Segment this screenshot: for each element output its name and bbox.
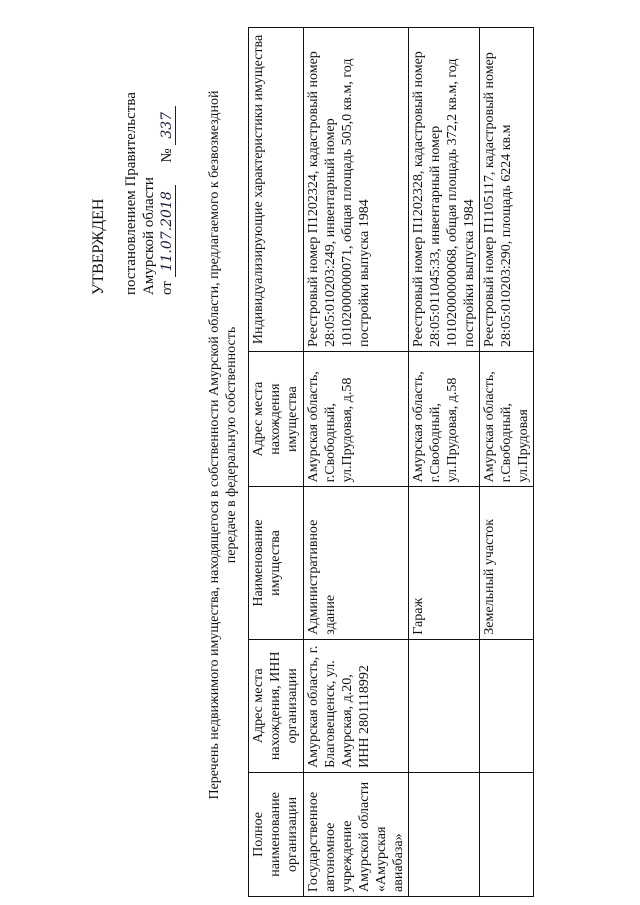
approval-number: 337: [159, 106, 176, 145]
org-address-cell-cont: [480, 639, 534, 772]
approval-line-1: постановлением Правительства: [123, 92, 139, 295]
heading-line-2: передаче в федеральную собственность: [224, 326, 239, 564]
number-prefix: №: [159, 148, 175, 163]
property-table: [248, 27, 534, 897]
table-header-row: [249, 28, 304, 897]
property-address-cell: Амурская область, г.Свободный, ул.Прудовая: [480, 351, 534, 486]
approval-date: 11.07.2018: [159, 185, 176, 277]
property-details-cell: Реестровый номер П1202324, кадастровый номер 28:05:010203:249, инвентарный номер 10102000000071, общая площадь 505,0 кв.м, год постройки выпуска 1984: [304, 28, 409, 352]
heading-line-1: Перечень недвижимого имущества, находящегося в собственности Амурской области, предлагаемого к безвозмездной: [207, 90, 222, 800]
property-details-cell: Реестровый номер П1202328, кадастровый номер 28:05:011045:33, инвентарный номер 10102000000068, общая площадь 372,2 кв.м, год постройки выпуска 1984: [409, 28, 480, 352]
property-name-cell: Гараж: [409, 487, 480, 639]
header-property-address: Адрес места нахождения имущества: [249, 351, 304, 486]
approval-line-2: Амурской области: [141, 177, 157, 295]
approval-date-line: [158, 15, 176, 295]
approval-stamp: [90, 15, 176, 295]
table-row: [304, 28, 409, 897]
org-address-cell: Амурская область, г. Благовещенск, ул. Амурская, д.20, ИНН 2801118992: [304, 639, 409, 772]
org-name-cell-cont: [480, 772, 534, 896]
org-address-cell-cont: [409, 639, 480, 772]
header-org-name: Полное наименование организации: [249, 772, 304, 896]
table-row: [409, 28, 480, 897]
approval-title: УТВЕРЖДЕН: [90, 198, 107, 295]
date-prefix: от: [159, 281, 175, 295]
property-address-cell: Амурская область, г.Свободный, ул.Прудовая, д.58: [304, 351, 409, 486]
table-row: [480, 28, 534, 897]
property-details-cell: Реестровый номер П1105117, кадастровый номер 28:05:010203:290, площадь 6224 кв.м: [480, 28, 534, 352]
property-name-cell: Административное здание: [304, 487, 409, 639]
property-name-cell: Земельный участок: [480, 487, 534, 639]
org-name-cell-cont: [409, 772, 480, 896]
org-name-cell: Государственное автономное учреждение Амурской области «Амурская авиабаза»: [304, 772, 409, 896]
header-org-address: Адрес места нахождения, ИНН организации: [249, 639, 304, 772]
header-property-name: Наименование имущества: [249, 487, 304, 639]
property-address-cell: Амурская область, г.Свободный, ул.Прудовая, д.58: [409, 351, 480, 486]
header-property-details: Индивидуализирующие характеристики имущества: [249, 28, 304, 352]
document-heading: [206, 85, 240, 805]
